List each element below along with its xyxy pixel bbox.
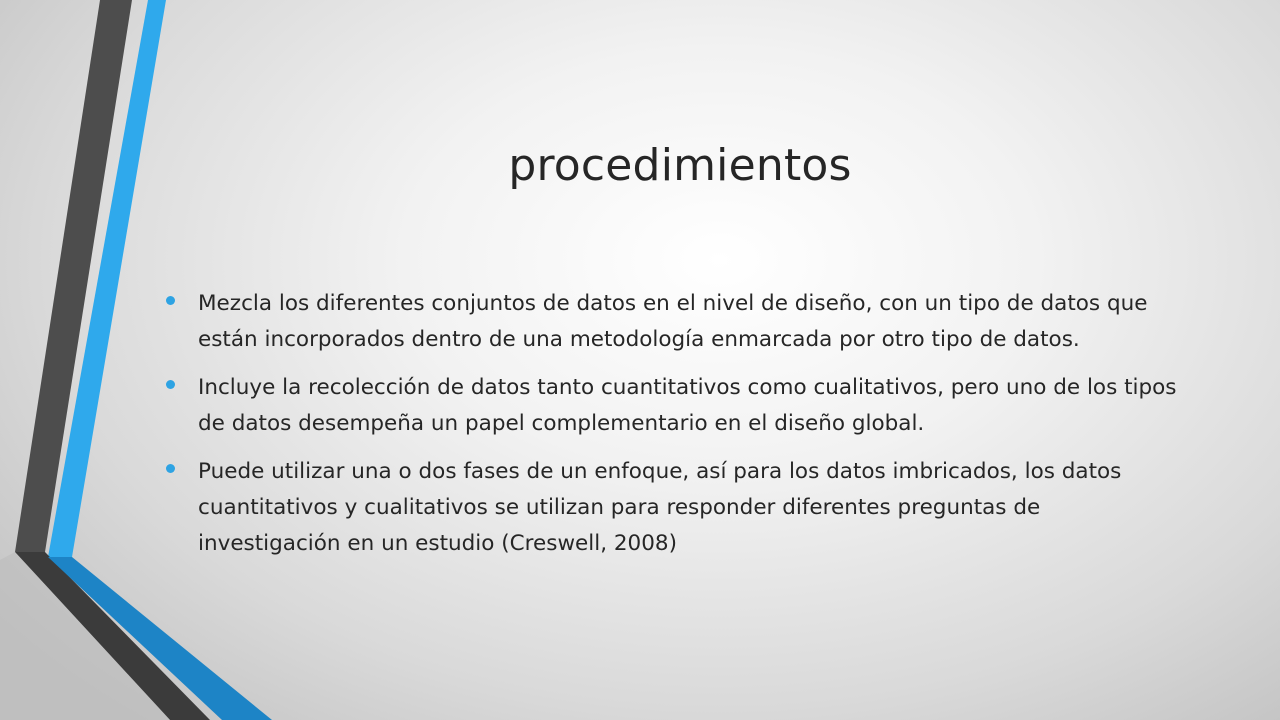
bullet-dot-icon xyxy=(166,464,175,473)
slide-title: procedimientos xyxy=(508,140,852,191)
bullet-text: Mezcla los diferentes conjuntos de datos en el nivel de diseño, con un tipo de datos que están incorporados dentro de una metodología enmarcada por otro tipo de datos. xyxy=(198,291,1148,352)
bullet-dot-icon xyxy=(166,296,175,305)
bullet-text: Puede utilizar una o dos fases de un enfoque, así para los datos imbricados, los datos cuantitativos y cualitativos se utilizan para responder diferentes preguntas de investigación en un estudio (Creswell, 2008) xyxy=(198,459,1122,556)
bullet-item xyxy=(158,454,1178,562)
bullet-item xyxy=(158,370,1178,442)
bullet-dot-icon xyxy=(166,380,175,389)
bullet-text: Incluye la recolección de datos tanto cuantitativos como cualitativos, pero uno de los tipos de datos desempeña un papel complementario en el diseño global. xyxy=(198,375,1177,436)
bullet-list xyxy=(158,286,1178,574)
bullet-item xyxy=(158,286,1178,358)
